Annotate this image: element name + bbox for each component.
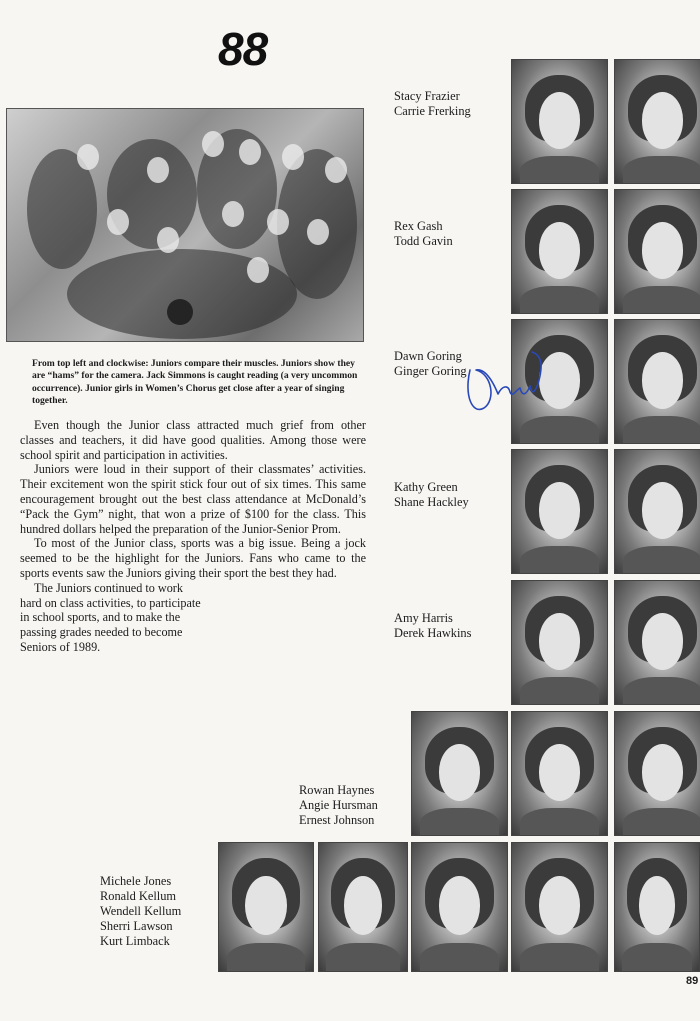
names-row-1 bbox=[394, 89, 471, 119]
student-portrait bbox=[511, 59, 608, 184]
paragraph-2: Juniors were loud in their support of their classmates’ activities. Their excitement won the spirit stick four out of six times. This same encouragement brought out the best class attendance at McDonald’s “Pack the Gym” night, that won a prize of $100 for the class. This hundred dollars helped the preparation of the Junior-Senior Prom. bbox=[20, 462, 366, 536]
student-portrait bbox=[511, 842, 608, 972]
student-name: Amy Harris bbox=[394, 611, 453, 625]
student-portrait bbox=[614, 189, 700, 314]
student-portrait bbox=[614, 59, 700, 184]
student-portrait bbox=[614, 449, 700, 574]
student-name: Michele Jones bbox=[100, 874, 172, 888]
student-portrait bbox=[511, 449, 608, 574]
student-portrait bbox=[614, 319, 700, 444]
names-row-3 bbox=[394, 349, 467, 379]
student-portrait bbox=[411, 842, 508, 972]
student-name: Angie Hursman bbox=[299, 798, 378, 812]
names-row-7 bbox=[100, 874, 181, 949]
student-portrait bbox=[614, 842, 700, 972]
page-number-header: 88 bbox=[218, 23, 268, 75]
student-portrait bbox=[218, 842, 314, 972]
student-name: Stacy Frazier bbox=[394, 89, 460, 103]
student-name: Rowan Haynes bbox=[299, 783, 375, 797]
group-photo bbox=[6, 108, 364, 342]
names-row-2 bbox=[394, 219, 453, 249]
student-portrait bbox=[511, 580, 608, 705]
student-name: Kurt Limback bbox=[100, 934, 170, 948]
page-number-footer: 89 bbox=[686, 975, 699, 987]
student-name: Ronald Kellum bbox=[100, 889, 177, 903]
student-name: Dawn Goring bbox=[394, 349, 462, 363]
student-name: Shane Hackley bbox=[394, 495, 469, 509]
names-row-6 bbox=[299, 783, 378, 828]
student-portrait bbox=[511, 711, 608, 836]
student-name: Carrie Frerking bbox=[394, 104, 471, 118]
paragraph-4: The Juniors continued to work hard on class activities, to participate in school sports, and to make the passing grades needed to become Seniors of 1989. bbox=[20, 580, 201, 654]
handwritten-signature bbox=[462, 340, 548, 420]
student-portrait bbox=[411, 711, 508, 836]
student-name: Todd Gavin bbox=[394, 234, 453, 248]
student-name: Sherri Lawson bbox=[100, 919, 173, 933]
student-name: Wendell Kellum bbox=[100, 904, 182, 918]
student-name: Ernest Johnson bbox=[299, 813, 375, 827]
article-body bbox=[20, 418, 366, 655]
student-name: Rex Gash bbox=[394, 219, 443, 233]
paragraph-3: To most of the Junior class, sports was a big issue. Being a jock seemed to be the highlight for the Juniors. Fans who came to the sports events saw the Juniors giving their sport the best they had. bbox=[20, 536, 366, 580]
student-portrait bbox=[614, 580, 700, 705]
paragraph-1: Even though the Junior class attracted much grief from other classes and teachers, it did have good qualities. Among those were school spirit and participation in activities. bbox=[20, 418, 366, 462]
photo-caption: From top left and clockwise: Juniors compare their muscles. Juniors show they are “hams” for the camera. Jack Simmons is caught reading (a very uncommon occurrence). Junior girls in Women’s Chorus get close after a year of singing together. bbox=[32, 358, 358, 407]
student-name: Ginger Goring bbox=[394, 364, 467, 378]
names-row-5 bbox=[394, 611, 471, 641]
names-row-4 bbox=[394, 480, 469, 510]
student-name: Derek Hawkins bbox=[394, 626, 472, 640]
student-portrait bbox=[614, 711, 700, 836]
student-name: Kathy Green bbox=[394, 480, 458, 494]
student-portrait bbox=[318, 842, 408, 972]
student-portrait bbox=[511, 189, 608, 314]
